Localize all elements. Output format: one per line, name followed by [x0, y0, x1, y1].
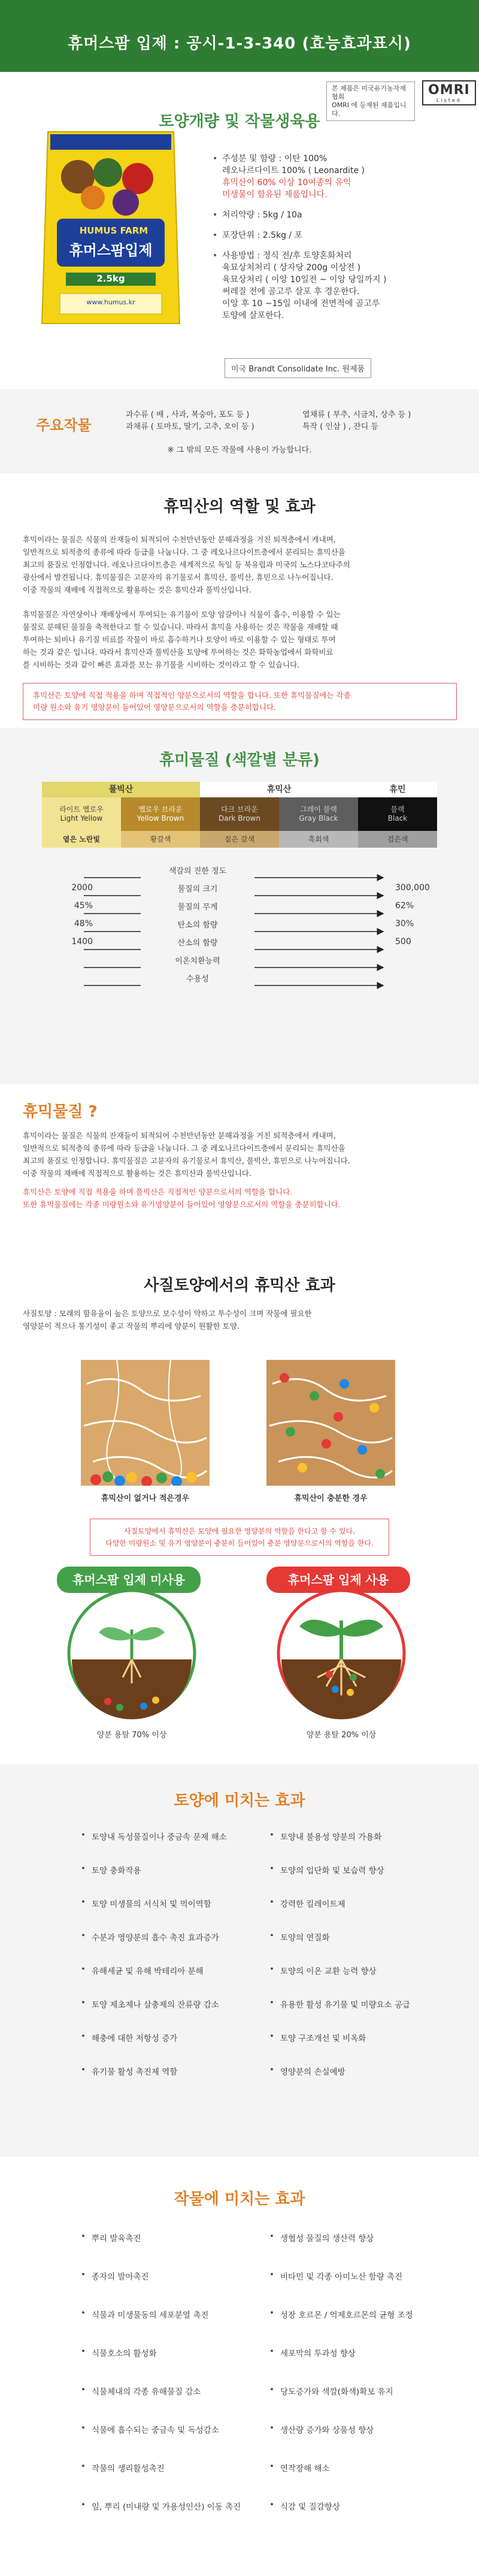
crop-effect: • 잎, 뿌리 (미내량 및 가용성인산) 이동 촉진 — [81, 2500, 254, 2538]
section-title-soil: 토양개량 및 작물생육용 — [159, 113, 320, 131]
soil-effect: • 유해세균 및 유해 박테리아 분해 — [81, 1964, 254, 1998]
humic-role-paragraph-2: 휴믹물질은 자연상이나 재배상에서 투여되는 유기물이 토양 암갈이나 식물이 흡수, 이용할 수 있는 물질로 분해된 물질을 축적한다고 할 수 있습니다. 따라서 휴믹을 사용하는 것은 작물을 재배할 때 투여하는 퇴비나 유기질 비료를 작물이 바로 흡수하거나 토양이 바로 이용할 수 있는 형태로 투여 하는 것과 같은 입니다. 따라서 휴믹산과 풀빅산을 토양에 투여하는 것은 화학농업에서 화학비료 를 시비하는 것과 같이 빠른 효과를 보는 유기물을 시비하는 것이라고 할 수 있습니다. — [23, 610, 341, 669]
right-values: 300,000 62% 30% 500 — [395, 883, 430, 947]
footer-gray-black: 흑회색 — [279, 831, 358, 848]
spec-ingredient: • 주성분 및 함량 : 이탄 100% 레오나르다이트 100% ( Leonardite ) 휴믹산이 60% 이상 10여종의 유익 미생물이 함유된 제품입니다. — [213, 153, 464, 201]
color-light-yellow: 라이트 옐로우 Light Yellow — [42, 797, 121, 831]
color-yellow-brown: 옐로우 브라운 Yellow Brown — [121, 797, 200, 831]
tag-not-used: 휴머스팜 입제 미사용 — [57, 1567, 201, 1593]
main-crops-note: ※ 그 밖의 모든 작물에 사용이 가능합니다. — [167, 446, 312, 455]
tag-used: 휴머스팜 입제 사용 — [266, 1567, 410, 1593]
sandy-warning: 사질토양에서 휴믹산은 토양에 필요한 영양분의 역할을 한다고 할 수 있다. 다양한 미량원소 및 유기 영양분이 충분히 들어있어 충분 영양분으로서의 역할을 한다. — [90, 1519, 389, 1556]
crop-effects-left-list — [81, 2232, 254, 2538]
crop-effect: • 세포막의 투과성 향상 — [269, 2347, 449, 2385]
sandy-soil-high-humic-diagram — [266, 1360, 395, 1486]
soil-effect: • 토양의 입단화 및 보습력 향상 — [269, 1864, 449, 1897]
classification-table — [42, 782, 437, 848]
crop-effect: • 식감 및 질감향상 — [269, 2500, 449, 2538]
crop-effect: • 성장 호르몬 / 억제호르몬의 균형 조정 — [269, 2308, 449, 2347]
caption-low-humic: 휴믹산이 없거나 적은경우 — [101, 1494, 190, 1503]
bag-brand-kr: 휴머스팜입제 — [69, 242, 153, 259]
soil-effect: • 강력한 킬레이트제 — [269, 1897, 449, 1931]
color-black: 블랙 Black — [358, 797, 437, 831]
soil-effect: • 토양 제초제나 살충제의 잔류량 감소 — [81, 1998, 254, 2031]
main-crops-left: 과수류 ( 배 , 사과, 복숭아, 포도 등 ) 과채류 ( 토마토, 딸기, 고추, 오이 등 ) — [126, 410, 254, 431]
crop-effect: • 연작장해 해소 — [269, 2462, 449, 2500]
product-bag-image — [36, 120, 186, 335]
header-humin: 휴민 — [358, 782, 437, 797]
sandy-description: 사질토양 : 모래의 함유율이 높은 토양으로 보수성이 약하고 투수성이 크며 작물에 필요한 영양분이 적으나 통기성이 좋고 작물의 뿌리에 양분이 원활한 토양. — [23, 1309, 312, 1331]
humic-role-title: 휴믹산의 역할 및 효과 — [163, 498, 316, 516]
product-spec-list — [213, 153, 464, 330]
soil-effect: • 수분과 영양분의 흡수 촉진 효과증가 — [81, 1931, 254, 1964]
header-fulvic: 풀빅산 — [42, 782, 200, 797]
soil-effects-right-list — [269, 1830, 449, 2099]
crop-effects-title: 작물에 미치는 효과 — [174, 2190, 305, 2208]
caption-with-product: 양분 용탈 20% 이상 — [306, 1731, 377, 1740]
footer-dark-brown: 짙은 갈색 — [200, 831, 279, 848]
spec-usage: • 사용방법 : 정식 전/후 토양혼화처리 육묘상처처리 ( 상자당 200g 이상전 ) 육묘상처리 ( 이앙 10일전 ~ 이앙 당일까지 ) 써레질 전에 골고루 살포 후 경운한다. 이앙 후 10 ~15일 이내에 전면적에 골고루 토양에 살포한다. — [213, 250, 464, 322]
main-crops-right: 엽채류 ( 부추, 시금치, 상추 등 ) 특작 ( 인삼 ) , 잔디 등 — [302, 410, 411, 431]
main-crops-title: 주요작물 — [36, 417, 92, 434]
footer-yellow-brown: 황갈색 — [121, 831, 200, 848]
page-title: 휴머스팜 입제 : 공시-1-3-340 (효능효과표시) — [68, 35, 411, 53]
color-dark-brown: 다크 브라운 Dark Brown — [200, 797, 279, 831]
soil-effect: • 유용한 활성 유기물 및 미량요소 공급 — [269, 1998, 449, 2031]
bag-website: www.humus.kr — [86, 298, 135, 306]
bag-weight: 2.5kg — [96, 273, 125, 284]
bag-brand-en: HUMUS FARM — [79, 225, 148, 236]
caption-high-humic: 휴믹산이 충분한 경우 — [294, 1494, 368, 1503]
crop-effect: • 식물체내의 각종 유해물질 감소 — [81, 2385, 254, 2423]
soil-effects-title: 토양에 미치는 효과 — [174, 1792, 305, 1810]
crop-effects-right-list — [269, 2232, 449, 2538]
crop-effect: • 종자의 발아촉진 — [81, 2270, 254, 2308]
classification-title: 휴미물질 (색깔별 분류) — [159, 751, 320, 769]
spec-package: • 포장단위 : 2.5kg / 포 — [213, 229, 464, 241]
plant-with-product-illustration — [275, 1588, 407, 1719]
humic-what-paragraph: 휴믹이라는 물질은 식물의 잔재들이 퇴적되어 수천만년동안 분해과정을 거친 퇴적층에서 캐내며, 일반적으로 퇴적층의 종류에 따라 등급을 나눕니다. 그 중 레오나르다이트층에서 분리되는 휴믹산을 최고의 품질로 인정합니다. 휴믹물질은 고분자의 유기물로서 휴믹산, 풀빅산, 휴민으로 나누어집니다. 이중 작물의 재배에 직접적으로 활용하는 것은 휴믹산과 풀빅산입니다. 휴믹산은 토양에 직접 적용을 하며 풀빅산은 직접적인 양분으로서의 역할을 합니다. 또한 휴믹물질에는 각종 미량원소와 유기영양분이 들어있어 영양분으로서의 역할을 충분히합니다. — [23, 1131, 350, 1209]
soil-effect: • 토양내 독성물질이나 중금속 문제 해소 — [81, 1830, 254, 1864]
soil-effect: • 유기물 활성 촉진제 역할 — [81, 2065, 254, 2099]
soil-effect: • 토양 구조개선 및 비옥화 — [269, 2031, 449, 2065]
left-values: 2000 45% 48% 1400 — [71, 883, 93, 947]
humic-what-title: 휴믹물질 ? — [23, 1103, 98, 1121]
soil-effects-left-list — [81, 1830, 254, 2099]
humic-role-paragraph-1: 휴믹이라는 물질은 식물의 잔재들이 퇴적되어 수천만년동안 분해과정을 거친 퇴적층에서 캐내며, 일반적으로 퇴적층의 종류에 따라 등급을 나눕니다. 그 중 레오나르다이트층에서 분리되는 휴믹산을 최고의 품질로 인정합니다. 레오나르다이트층은 세계적으로 독일 등 북유럽과 미국의 노스다코타주의 광산에서 발견됩니다. 휴믹물질은 고분자의 유기물로서 휴믹산, 풀빅산, 휴민으로 나누어집니다. 이중 작물의 재배에 직접적으로 활용하는 것은 휴믹산과 풀빅산입니다. — [23, 535, 350, 594]
crop-effect: • 식물에 흡수되는 중금속 및 독성감소 — [81, 2423, 254, 2462]
crop-effect: • 뿌리 발육촉진 — [81, 2232, 254, 2270]
omri-logo: OMRI Listed — [422, 80, 476, 105]
manufacturer-credit: 미국 Brandt Consolidate Inc. 원제품 — [225, 358, 371, 378]
soil-effect: • 토양의 연질화 — [269, 1931, 449, 1964]
sandy-title: 사질토양에서의 휴믹산 효과 — [144, 1277, 335, 1295]
soil-effect: • 토양내 불용성 양분의 가용화 — [269, 1830, 449, 1864]
sandy-soil-low-humic-diagram — [81, 1360, 210, 1486]
crop-effect: • 생협성 물질의 생산력 향상 — [269, 2232, 449, 2270]
crop-effect: • 비타민 및 각종 아미노산 함량 촉진 — [269, 2270, 449, 2308]
crop-effect: • 생산량 증가와 상품성 향상 — [269, 2423, 449, 2462]
humic-role-warning: 휴믹산은 토양에 직접 적용을 하며 직접적인 양분으로서의 역할을 합니다. 또한 휴믹물질에는 각종 미량 원소와 유기 영양분이 들어있어 영양분으로서의 역할을 충분히합니다. — [23, 683, 457, 720]
header-humic: 휴믹산 — [200, 782, 358, 797]
soil-effect: • 영양분의 손실예방 — [269, 2065, 449, 2099]
spec-dosage: • 처리약량 : 5kg / 10a — [213, 209, 464, 221]
soil-effect: • 토양 미생물의 서식처 및 먹이역할 — [81, 1897, 254, 1931]
crop-effect: • 식물과 미생물동의 세포분열 촉진 — [81, 2308, 254, 2347]
omri-registration-note: 본 제품은 미국유기농자재협회 OMRI 에 등재된 제품입니다. — [326, 81, 415, 121]
crop-effect: • 식물호소의 활성화 — [81, 2347, 254, 2385]
footer-light-yellow: 옅은 노란빛 — [42, 831, 121, 848]
caption-without-product: 양분 용탈 70% 이상 — [96, 1731, 167, 1740]
crop-effect: • 당도증가와 색깔(화색)확보 유지 — [269, 2385, 449, 2423]
soil-effect: • 해충에 대한 저항성 증가 — [81, 2031, 254, 2065]
color-gray-black: 그레이 블랙 Gray Black — [279, 797, 358, 831]
soil-effect: • 토양의 이온 교환 능력 향상 — [269, 1964, 449, 1998]
footer-black: 검은색 — [358, 831, 437, 848]
property-labels: 색갈의 진한 정도 물질의 크기 물질의 무게 탄소의 함량 산소의 함량 이온치환능력 수용성 — [141, 864, 254, 990]
crop-effect: • 작물의 생리활성촉진 — [81, 2462, 254, 2500]
plant-without-product-illustration — [66, 1588, 198, 1719]
soil-effect: • 토양 충화작용 — [81, 1864, 254, 1897]
